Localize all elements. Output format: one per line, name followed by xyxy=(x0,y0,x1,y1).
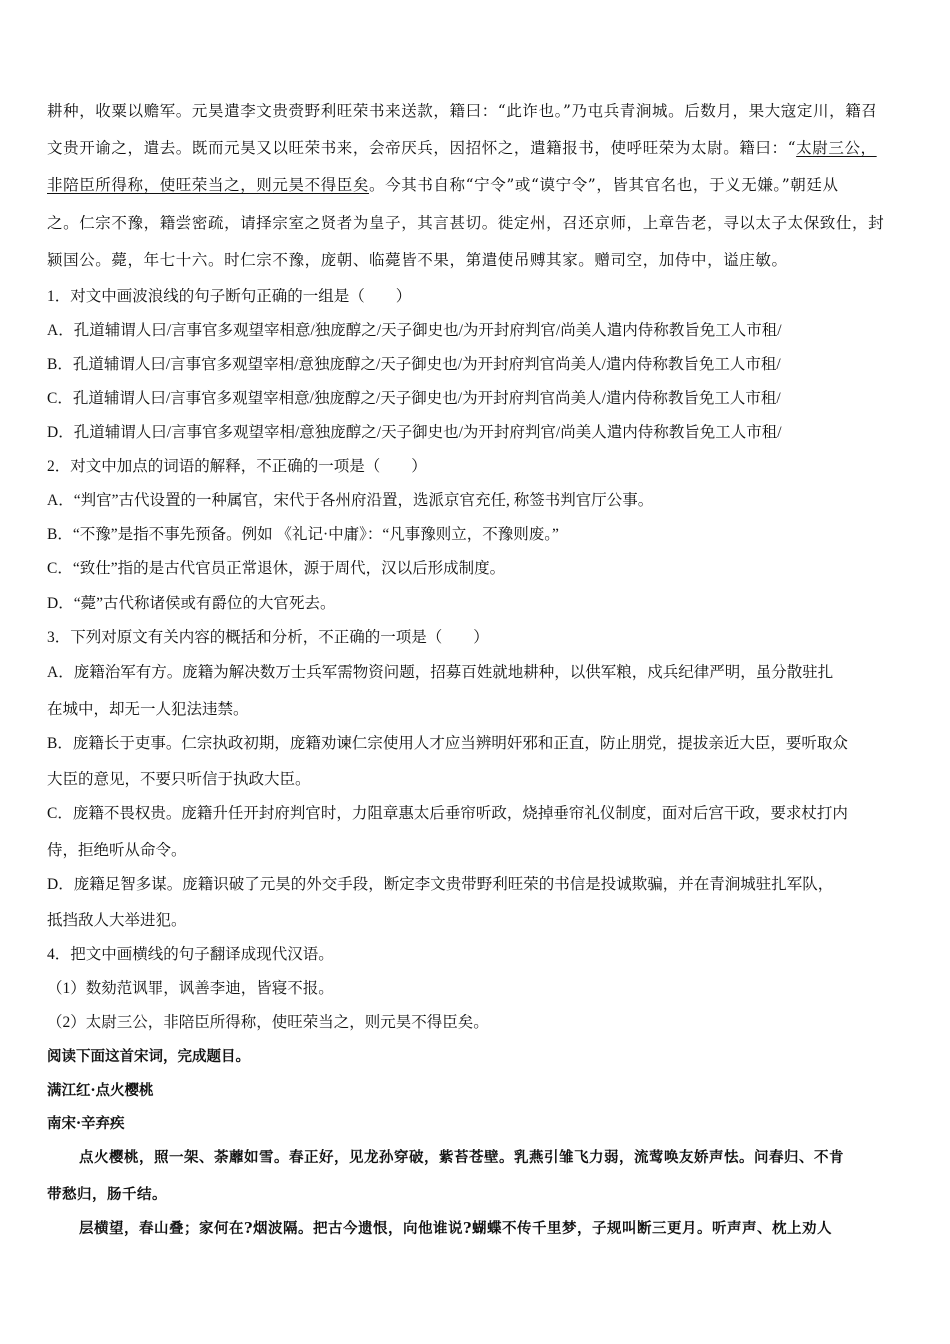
q3-option-a-line1: A．庞籍治军有方。庞籍为解决数万士兵军需物资问题，招募百姓就地耕种，以供军粮，戍兵纪律严明，虽分散驻扎 xyxy=(47,664,834,681)
poem-stanza-1-line1: 点火樱桃，照一架、荼蘼如雪。春正好，见龙孙穿破，紫苔苍壁。乳燕引雏飞力弱，流莺唤友娇声怯。问春归、不肯 xyxy=(79,1149,844,1166)
q1-option-b: B．孔道辅谓人曰/言事官多观望宰相/意独庞醇之/天子御史也/为开封府判官尚美人/遣内侍称教旨免工人市租/ xyxy=(47,356,781,373)
q2-stem: 2．对文中加点的词语的解释，不正确的一项是（ ） xyxy=(47,458,427,475)
q3-option-d-line2: 抵挡敌人大举进犯。 xyxy=(47,912,187,929)
q3-option-d-line1: D．庞籍足智多谋。庞籍识破了元昊的外交手段，断定李文贵带野利旺荣的书信是投诚欺骗，并在青涧城驻扎军队， xyxy=(47,876,834,893)
passage-line-3-text: 。今其书自称“宁令”或“谟宁令”，皆其官名也，于义无嫌。”朝廷从 xyxy=(369,176,839,194)
q2-option-c: C．“致仕”指的是古代官员正常退休，源于周代，汉以后形成制度。 xyxy=(47,560,506,577)
passage-line-4: 之。仁宗不豫，籍尝密疏，请择宗室之贤者为皇子，其言甚切。徙定州，召还京师，上章告老，寻以太子太保致仕，封 xyxy=(47,214,885,232)
q4-sentence-2: （2）太尉三公，非陪臣所得称，使旺荣当之，则元昊不得臣矣。 xyxy=(47,1014,489,1031)
passage-line-5: 颍国公。薨，年七十六。时仁宗不豫，庞朝、临薨皆不果，第遣使吊赙其家。赠司空，加侍中，谥庄敏。 xyxy=(47,251,788,269)
q4-sentence-1: （1）数劾范讽罪，讽善李迪，皆寝不报。 xyxy=(47,980,334,997)
poem-title: 满江红·点火樱桃 xyxy=(47,1082,154,1099)
q1-option-d: D．孔道辅谓人曰/言事官多观望宰相/意独庞醇之/天子御史也/为开封府判官/尚美人遣内侍称教旨免工人市租/ xyxy=(47,424,782,441)
q2-option-a: A．“判官”古代设置的一种属官，宋代于各州府沿置，选派京官充任, 称签书判官厅公事。 xyxy=(47,492,654,509)
q4-stem: 4．把文中画横线的句子翻译成现代汉语。 xyxy=(47,946,334,963)
q3-stem: 3．下列对原文有关内容的概括和分析，不正确的一项是（ ） xyxy=(47,629,489,646)
passage-underlined-2: 非陪臣所得称，使旺荣当之，则元昊不得臣矣 xyxy=(47,176,370,194)
q1-stem: 1．对文中画波浪线的句子断句正确的一组是（ ） xyxy=(47,288,412,305)
poem-stanza-1-line2: 带愁归，肠千结。 xyxy=(47,1186,167,1203)
q3-option-b-line2: 大臣的意见，不要只听信于执政大臣。 xyxy=(47,771,311,788)
q3-option-c-line1: C．庞籍不畏权贵。庞籍升任开封府判官时，力阻章惠太后垂帘听政，烧掉垂帘礼仪制度，面对后宫干政，要求杖打内 xyxy=(47,805,848,822)
passage-line-2 xyxy=(47,138,877,158)
q3-option-a-line2: 在城中，却无一人犯法违禁。 xyxy=(47,701,249,718)
q2-option-b: B．“不豫”是指不事先预备。例如 《礼记·中庸》：“凡事豫则立，不豫则废。” xyxy=(47,526,559,543)
q1-option-a: A．孔道辅谓人曰/言事官多观望宰相意/独庞醇之/天子御史也/为开封府判官/尚美人遣内侍称教旨免工人市租/ xyxy=(47,322,782,339)
passage-underlined-1: 太尉三公， xyxy=(796,139,877,157)
poem-intro: 阅读下面这首宋词，完成题目。 xyxy=(47,1048,250,1065)
poem-author: 南宋·辛弃疾 xyxy=(47,1115,125,1132)
q3-option-c-line2: 侍，拒绝听从命令。 xyxy=(47,842,187,859)
q2-option-d: D．“薨”古代称诸侯或有爵位的大官死去。 xyxy=(47,595,336,612)
passage-line-1: 耕种，收粟以赡军。元昊遣李文贵赍野利旺荣书来送款，籍曰：“此诈也。”乃屯兵青涧城。后数月，果大寇定川，籍召 xyxy=(47,102,878,120)
poem-stanza-2-line1: 层横望，春山叠；家何在?烟波隔。把古今遗恨，向他谁说?蝴蝶不传千里梦，子规叫断三更月。听声声、枕上劝人 xyxy=(79,1220,832,1237)
q1-option-c: C．孔道辅谓人曰/言事官多观望宰相意/独庞醇之/天子御史也/为开封府判官尚美人/遣内侍称教旨免工人市租/ xyxy=(47,390,781,407)
q3-option-b-line1: B．庞籍长于吏事。仁宗执政初期，庞籍劝谏仁宗使用人才应当辨明奸邪和正直，防止朋党，提拔亲近大臣，要听取众 xyxy=(47,735,848,752)
passage-line-2-text: 文贵开谕之，遣去。既而元昊又以旺荣书来，会帝厌兵，因招怀之，遣籍报书，使呼旺荣为太尉。籍曰：“ xyxy=(47,139,797,157)
passage-line-3 xyxy=(47,175,839,195)
